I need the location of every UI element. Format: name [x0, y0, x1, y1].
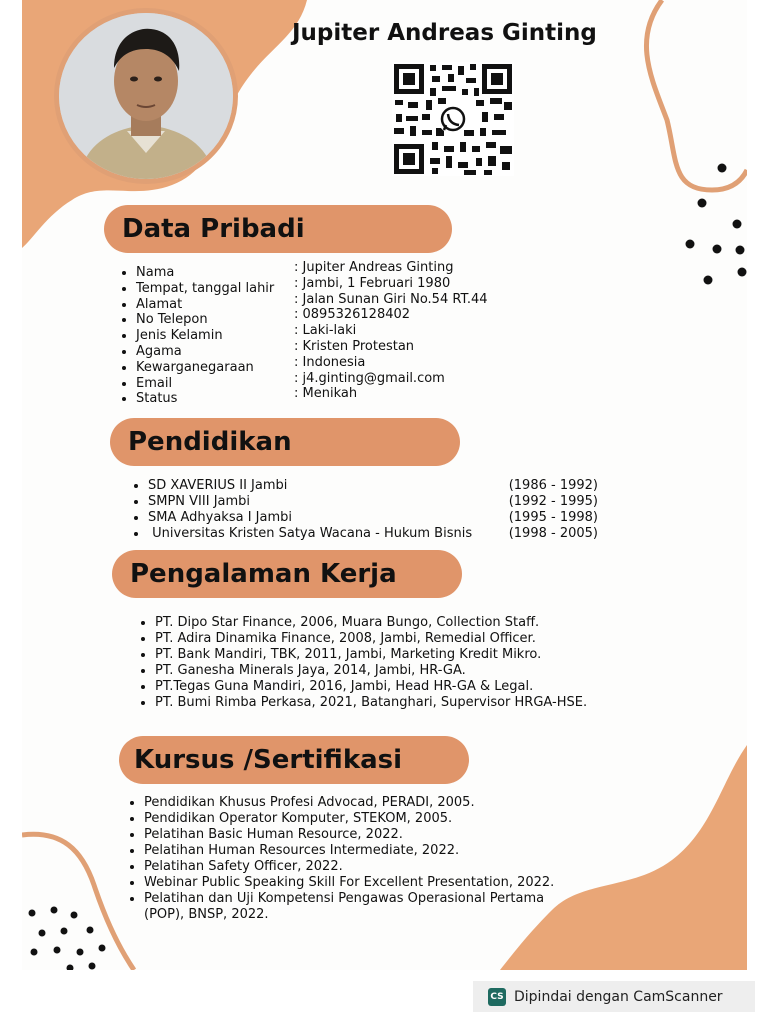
section-header-work: Pengalaman Kerja — [112, 550, 462, 598]
course-item-line: (POP), BNSP, 2022. — [144, 907, 269, 922]
personal-label: • Nama — [136, 265, 274, 281]
courses-list — [126, 795, 554, 923]
personal-label: • Jenis Kelamin — [136, 328, 274, 344]
personal-label: • Agama — [136, 344, 274, 360]
work-item: • PT. Bank Mandiri, TBK, 2011, Jambi, Marketing Kredit Mikro. — [155, 647, 587, 663]
resume-page — [22, 0, 747, 970]
personal-value: : Laki-laki — [294, 323, 357, 339]
education-item — [148, 494, 598, 510]
education-school: SMA Adhyaksa I Jambi — [148, 510, 293, 525]
work-item: • PT. Adira Dinamika Finance, 2008, Jambi, Remedial Officer. — [155, 631, 587, 647]
section-header-courses: Kursus /Sertifikasi — [119, 736, 469, 784]
education-item — [148, 510, 598, 526]
work-item: • PT. Dipo Star Finance, 2006, Muara Bungo, Collection Staff. — [155, 615, 587, 631]
personal-value: : Indonesia — [294, 354, 366, 370]
education-school: SD XAVERIUS II Jambi — [148, 478, 288, 493]
section-header-education: Pendidikan — [110, 418, 460, 466]
work-item: • PT.Tegas Guna Mandiri, 2016, Jambi, Head HR-GA & Legal. — [155, 679, 587, 695]
personal-value: : 0895326128402 — [294, 307, 411, 323]
course-item: • Pendidikan Khusus Profesi Advocad, PERADI, 2005. — [144, 795, 554, 811]
personal-values — [294, 260, 488, 402]
education-list — [130, 478, 598, 542]
education-years: (1998 - 2005) — [508, 526, 598, 541]
personal-value: : j4.ginting@gmail.com — [294, 370, 445, 386]
personal-label: • No Telepon — [136, 312, 274, 328]
course-item: • Pelatihan Human Resources Intermediate, 2022. — [144, 843, 554, 859]
personal-label: • Status — [136, 391, 274, 407]
education-school: SMPN VIII Jambi — [148, 494, 251, 509]
course-item: • Webinar Public Speaking Skill For Excellent Presentation, 2022. — [144, 875, 554, 891]
work-item: • PT. Bumi Rimba Perkasa, 2021, Batanghari, Supervisor HRGA-HSE. — [155, 695, 587, 711]
education-school: Universitas Kristen Satya Wacana - Hukum Bisnis — [148, 526, 473, 541]
course-item-line: • Pelatihan dan Uji Kompetensi Pengawas Operasional Pertama — [144, 891, 545, 906]
personal-value: : Jambi, 1 Februari 1980 — [294, 275, 451, 291]
dots-bottom-left — [29, 907, 106, 971]
work-item: • PT. Ganesha Minerals Jaya, 2014, Jambi, HR-GA. — [155, 663, 587, 679]
camscanner-text: Dipindai dengan CamScanner — [514, 988, 723, 1005]
personal-value: : Jupiter Andreas Ginting — [294, 260, 454, 275]
camscanner-watermark — [473, 981, 755, 1012]
personal-label: • Tempat, tanggal lahir — [136, 281, 274, 297]
curve-top-right — [646, 0, 747, 190]
education-item — [148, 478, 598, 494]
education-years: (1992 - 1995) — [508, 494, 598, 509]
work-list — [137, 615, 587, 711]
personal-label: • Email — [136, 376, 274, 392]
personal-label: • Alamat — [136, 297, 274, 313]
course-item — [144, 891, 554, 923]
resume-name: Jupiter Andreas Ginting — [292, 20, 597, 46]
education-years: (1995 - 1998) — [508, 510, 598, 525]
personal-value: : Jalan Sunan Giri No.54 RT.44 — [294, 291, 488, 307]
education-years: (1986 - 1992) — [508, 478, 598, 493]
course-item: • Pelatihan Safety Officer, 2022. — [144, 859, 554, 875]
personal-labels — [120, 265, 274, 407]
camscanner-logo-icon: CS — [488, 988, 506, 1006]
course-item: • Pendidikan Operator Komputer, STEKOM, 2005. — [144, 811, 554, 827]
personal-value: : Kristen Protestan — [294, 338, 415, 354]
course-item: • Pelatihan Basic Human Resource, 2022. — [144, 827, 554, 843]
education-item — [148, 526, 598, 542]
whatsapp-qr-code-icon — [392, 62, 514, 176]
profile-photo — [54, 8, 238, 184]
section-header-personal: Data Pribadi — [104, 205, 452, 253]
personal-value: : Menikah — [294, 386, 358, 402]
personal-label: • Kewarganegaraan — [136, 360, 274, 376]
